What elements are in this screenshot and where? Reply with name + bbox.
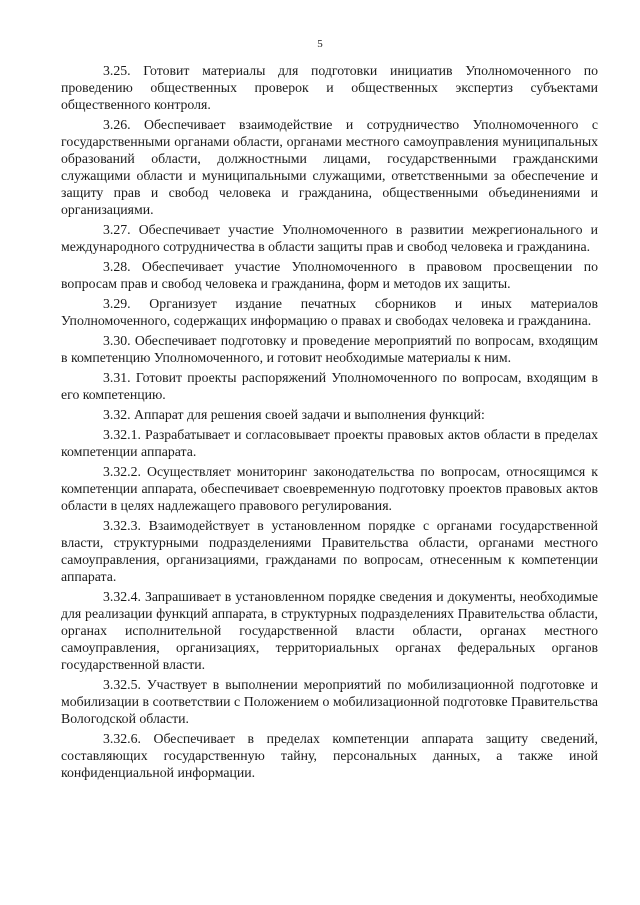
paragraph-3-27: 3.27. Обеспечивает участие Уполномоченного в развитии межрегионального и международного сотрудничества в области защиты прав и свобод человека и гражданина. <box>61 222 598 254</box>
paragraph-3-30: 3.30. Обеспечивает подготовку и проведение мероприятий по вопросам, входящим в компетенцию Уполномоченного, и готовит необходимые материалы к ним. <box>61 333 598 365</box>
paragraph-3-32-1: 3.32.1. Разрабатывает и согласовывает проекты правовых актов области в пределах компетенции аппарата. <box>61 427 598 459</box>
paragraph-3-32-5: 3.32.5. Участвует в выполнении мероприятий по мобилизационной подготовке и мобилизации в соответствии с Положением о мобилизационной подготовке Правительства Вологодской области. <box>61 677 598 726</box>
paragraph-3-25: 3.25. Готовит материалы для подготовки инициатив Уполномоченного по проведению общественных проверок и общественных экспертиз субъектами общественного контроля. <box>61 63 598 112</box>
page-number: 5 <box>317 38 323 50</box>
paragraph-3-28: 3.28. Обеспечивает участие Уполномоченного в правовом просвещении по вопросам прав и свобод человека и гражданина, форм и методов их защиты. <box>61 259 598 291</box>
paragraph-3-31: 3.31. Готовит проекты распоряжений Уполномоченного по вопросам, входящим в его компетенцию. <box>61 370 598 402</box>
document-body <box>61 62 598 784</box>
paragraph-3-32-6: 3.32.6. Обеспечивает в пределах компетенции аппарата защиту сведений, составляющих государственную тайну, персональных данных, а также иной конфиденциальной информации. <box>61 731 598 780</box>
paragraph-3-32: 3.32. Аппарат для решения своей задачи и выполнения функций: <box>103 407 485 422</box>
paragraph-3-32-2: 3.32.2. Осуществляет мониторинг законодательства по вопросам, относящимся к компетенции аппарата, обеспечивает своевременную подготовку проектов правовых актов области в целях надлежащего правового регулирования. <box>61 464 598 513</box>
paragraph-3-29: 3.29. Организует издание печатных сборников и иных материалов Уполномоченного, содержащих информацию о правах и свободах человека и гражданина. <box>61 296 598 328</box>
paragraph-3-26: 3.26. Обеспечивает взаимодействие и сотрудничество Уполномоченного с государственными органами области, органами местного самоуправления муниципальных образований области, должностными лицами, государственными гражданскими служащими области и муниципальными служащими, ответственными за обеспечение и защиту прав и свобод человека и гражданина, общественными объединениями и организациями. <box>61 117 598 217</box>
paragraph-3-32-4: 3.32.4. Запрашивает в установленном порядке сведения и документы, необходимые для реализации функций аппарата, в структурных подразделениях Правительства области, органах исполнительной государственной власти области, органах местного самоуправления, организациях, территориальных органах федеральных органов государственной власти. <box>61 589 598 672</box>
paragraph-3-32-3: 3.32.3. Взаимодействует в установленном порядке с органами государственной власти, структурными подразделениями Правительства области, органами местного самоуправления, организациями, гражданами по вопросам, отнесенным к компетенции аппарата. <box>61 518 598 584</box>
